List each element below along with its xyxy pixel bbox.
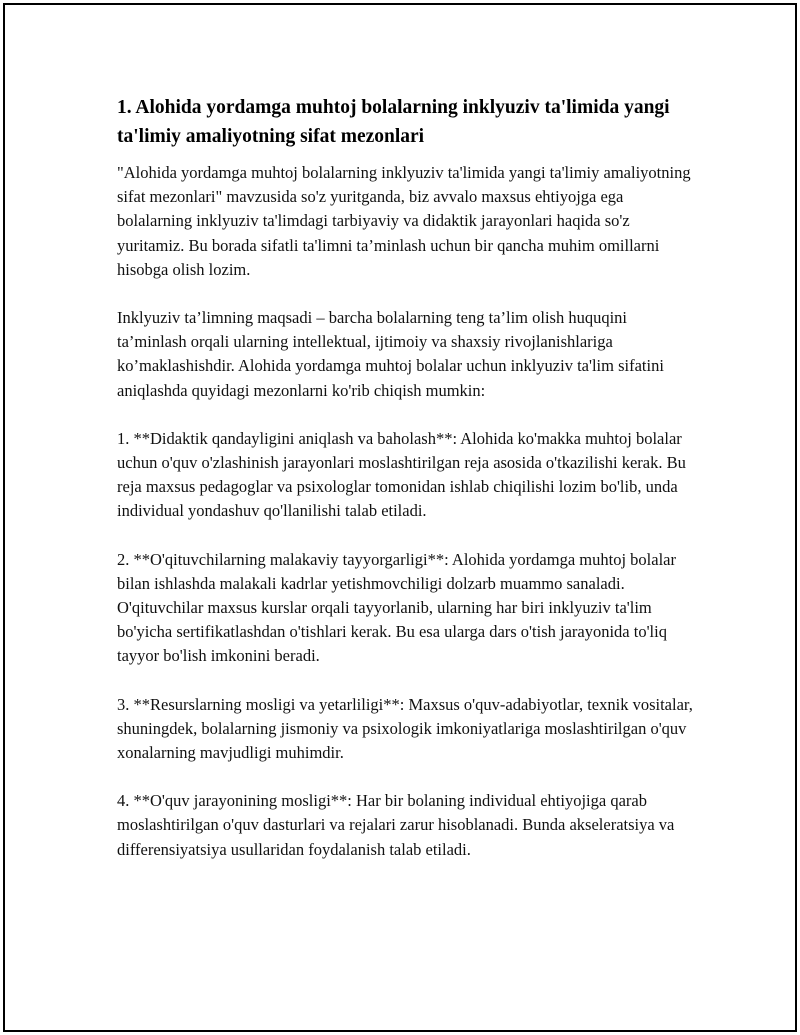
paragraph-criterion-3: 3. **Resurslarning mosligi va yetarliligi**: Maxsus o'quv-adabiyotlar, texnik vositalar, shuningdek, bolalarning jismoniy va psixologik imkoniyatlariga moslashtirilgan o'quv xonalarning mavjudligi muhimdir.	[117, 694, 693, 763]
paragraph-criterion-1: 1. **Didaktik qandayligini aniqlash va baholash**: Alohida ko'makka muhtoj bolalar uchun o'quv o'zlashinish jarayonlari moslashtirilgan reja asosida o'tkazilishi kerak. Bu reja maxsus pedagoglar va psixologlar tomonidan ishlab chiqilishi lozim bo'lib, unda individual yondashuv qo'llanilishi talab etiladi.	[117, 428, 686, 521]
section-heading: 1. Alohida yordamga muhtoj bolalarning inklyuziv ta'limida yangi ta'limiy amaliyotning sifat mezonlari	[117, 97, 670, 147]
paragraph-criterion-2: 2. **O'qituvchilarning malakaviy tayyorgarligi**: Alohida yordamga muhtoj bolalar bilan ishlashda malakali kadrlar yetishmovchiligi dolzarb muammo sanaladi. O'qituvchilar maxsus kurslar orqali tayyorlanib, ularning har biri inklyuziv ta'lim bo'yicha sertifikatlashdan o'tishlari kerak. Bu esa ularga dars o'tish jarayonida to'liq tayyor bo'lish imkonini beradi.	[117, 549, 676, 666]
document-body	[117, 93, 697, 886]
paragraph-criterion-4: 4. **O'quv jarayonining mosligi**: Har bir bolaning individual ehtiyojiga qarab moslashtirilgan o'quv dasturlari va rejalari zarur hisoblanadi. Bunda akseleratsiya va differensiyatsiya usullaridan foydalanish talab etiladi.	[117, 791, 675, 859]
paragraph-goal: Inklyuziv ta’limning maqsadi – barcha bolalarning teng ta’lim olish huquqini ta’minlash orqali ularning intellektual, ijtimoiy va shaxsiy rivojlanishlariga ko’maklashishdir. Alohida yordamga muhtoj bolalar uchun inklyuziv ta'lim sifatini aniqlashda quyidagi mezonlarni ko'rib chiqish mumkin:	[117, 308, 664, 400]
paragraph-intro: "Alohida yordamga muhtoj bolalarning inklyuziv ta'limida yangi ta'limiy amaliyotning sifat mezonlari" mavzusida so'z yuritganda, biz avvalo maxsus ehtiyojga ega bolalarning inklyuziv ta'limdagi tarbiyaviy va didaktik jarayonlari haqida so'z yuritamiz. Bu borada sifatli ta'limni ta’minlash uchun bir qancha muhim omillarni hisobga olish lozim.	[117, 163, 691, 279]
